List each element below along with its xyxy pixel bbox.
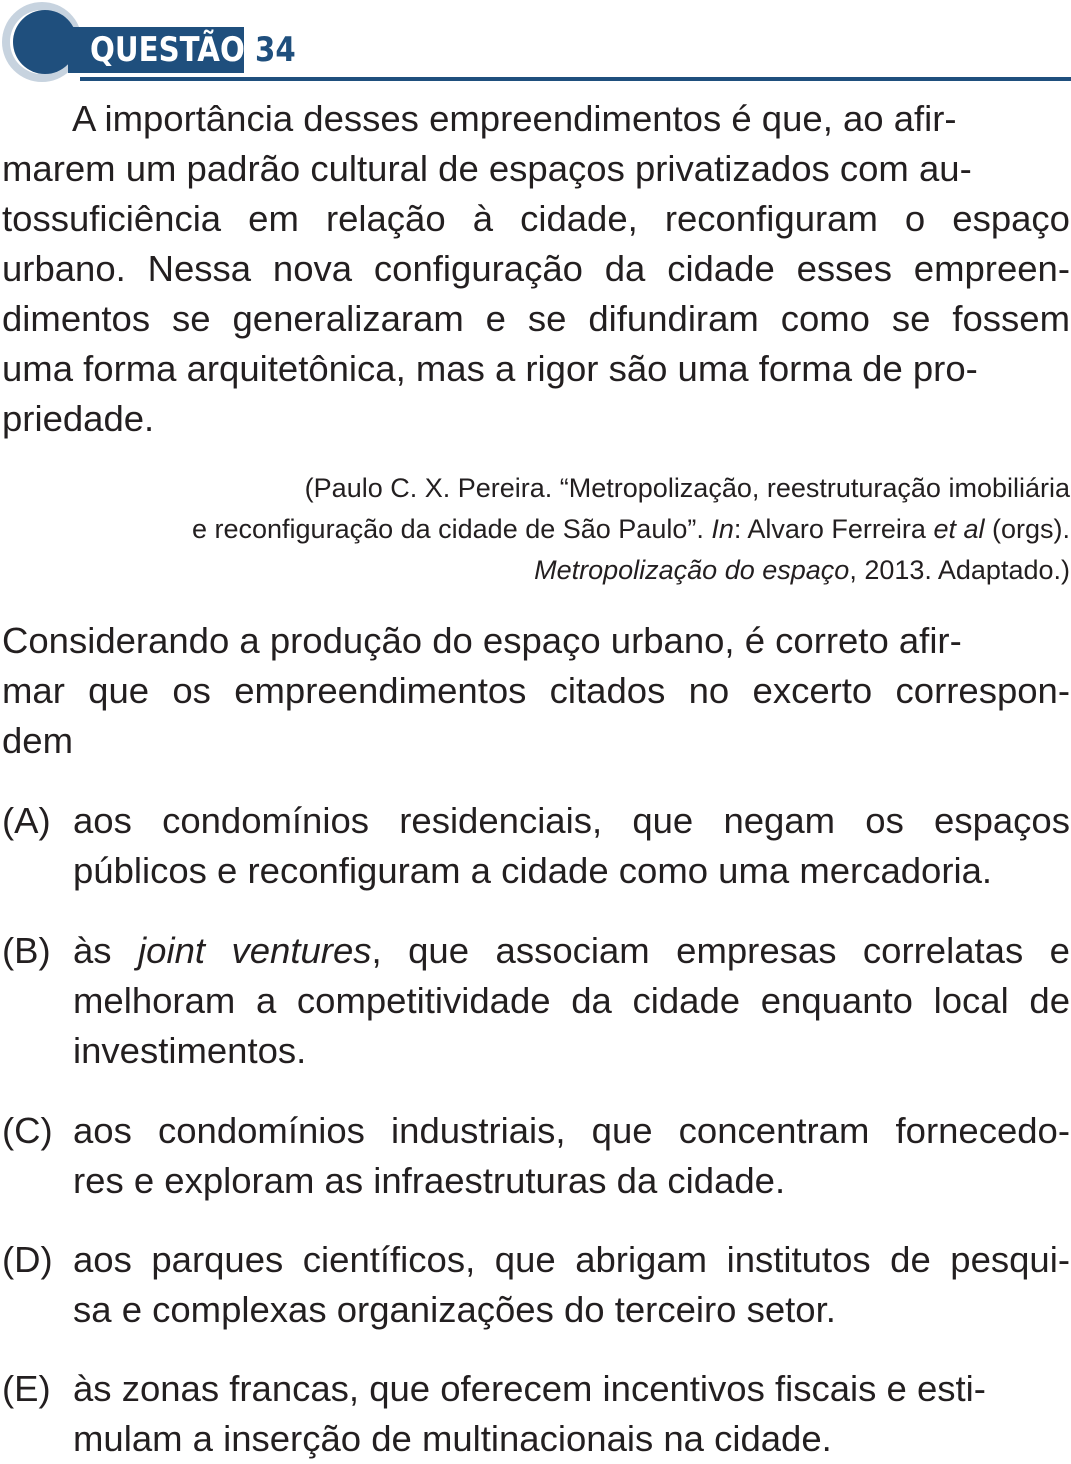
option-letter: (D)	[2, 1239, 53, 1280]
option-line: públicos e reconfiguram a cidade como uma mercadoria.	[73, 850, 993, 891]
citation-et-al: et al	[933, 514, 985, 544]
citation-text: , 2013. Adaptado.)	[849, 555, 1070, 585]
citation-line	[200, 550, 1070, 590]
question-number: 34	[255, 30, 296, 70]
option-line: aos condomínios industriais, que concentram fornecedo-	[73, 1110, 1070, 1151]
option-line: às zonas francas, que oferecem incentivos fiscais e esti-	[73, 1368, 986, 1409]
option-letter: (C)	[2, 1110, 53, 1151]
option-letter: (B)	[2, 930, 51, 971]
option-text: às	[73, 930, 139, 971]
option-line	[73, 926, 1070, 976]
header-rule	[80, 77, 1071, 81]
citation-text: (orgs).	[984, 514, 1070, 544]
option-line: res e exploram as infraestruturas da cidade.	[73, 1160, 786, 1201]
stem-line: Considerando a produção do espaço urbano, é correto afir-	[2, 620, 962, 661]
passage-line: priedade.	[2, 398, 155, 439]
stem-line: mar que os empreendimentos citados no excerto correspon-	[2, 670, 1070, 711]
citation-book-title: Metropolização do espaço	[534, 555, 850, 585]
citation-line	[20, 509, 1070, 549]
option-line: investimentos.	[73, 1030, 307, 1071]
option-text: , que associam empresas correlatas e	[371, 930, 1070, 971]
passage-line: uma forma arquitetônica, mas a rigor são uma forma de pro-	[2, 348, 978, 389]
option-letter: (A)	[2, 800, 51, 841]
passage-line: marem um padrão cultural de espaços privatizados com au-	[2, 148, 972, 189]
stem-line: dem	[2, 720, 74, 761]
option-line: sa e complexas organizações do terceiro setor.	[73, 1289, 836, 1330]
option-text-italic: joint ventures	[138, 930, 372, 971]
passage-line: urbano. Nessa nova configuração da cidade esses empreen-	[2, 248, 1070, 289]
citation-in: In	[711, 514, 734, 544]
passage-line: tossuficiência em relação à cidade, reconfiguram o espaço	[2, 198, 1070, 239]
citation-line: (Paulo C. X. Pereira. “Metropolização, reestruturação imobiliária	[304, 473, 1070, 503]
option-line: melhoram a competitividade da cidade enquanto local de	[73, 980, 1070, 1021]
question-label: QUESTÃO	[90, 30, 245, 70]
citation-text: e reconfiguração da cidade de São Paulo”.	[191, 514, 712, 544]
option-line: aos parques científicos, que abrigam institutos de pesqui-	[73, 1239, 1070, 1280]
option-letter: (E)	[2, 1368, 51, 1409]
passage-line: dimentos se generalizaram e se difundiram como se fossem	[2, 298, 1070, 339]
option-line: aos condomínios residenciais, que negam os espaços	[73, 800, 1070, 841]
citation-text: : Alvaro Ferreira	[733, 514, 934, 544]
option-line: mulam a inserção de multinacionais na cidade.	[73, 1418, 832, 1459]
passage-line: A importância desses empreendimentos é que, ao afir-	[72, 98, 957, 139]
question-header	[0, 0, 1071, 90]
